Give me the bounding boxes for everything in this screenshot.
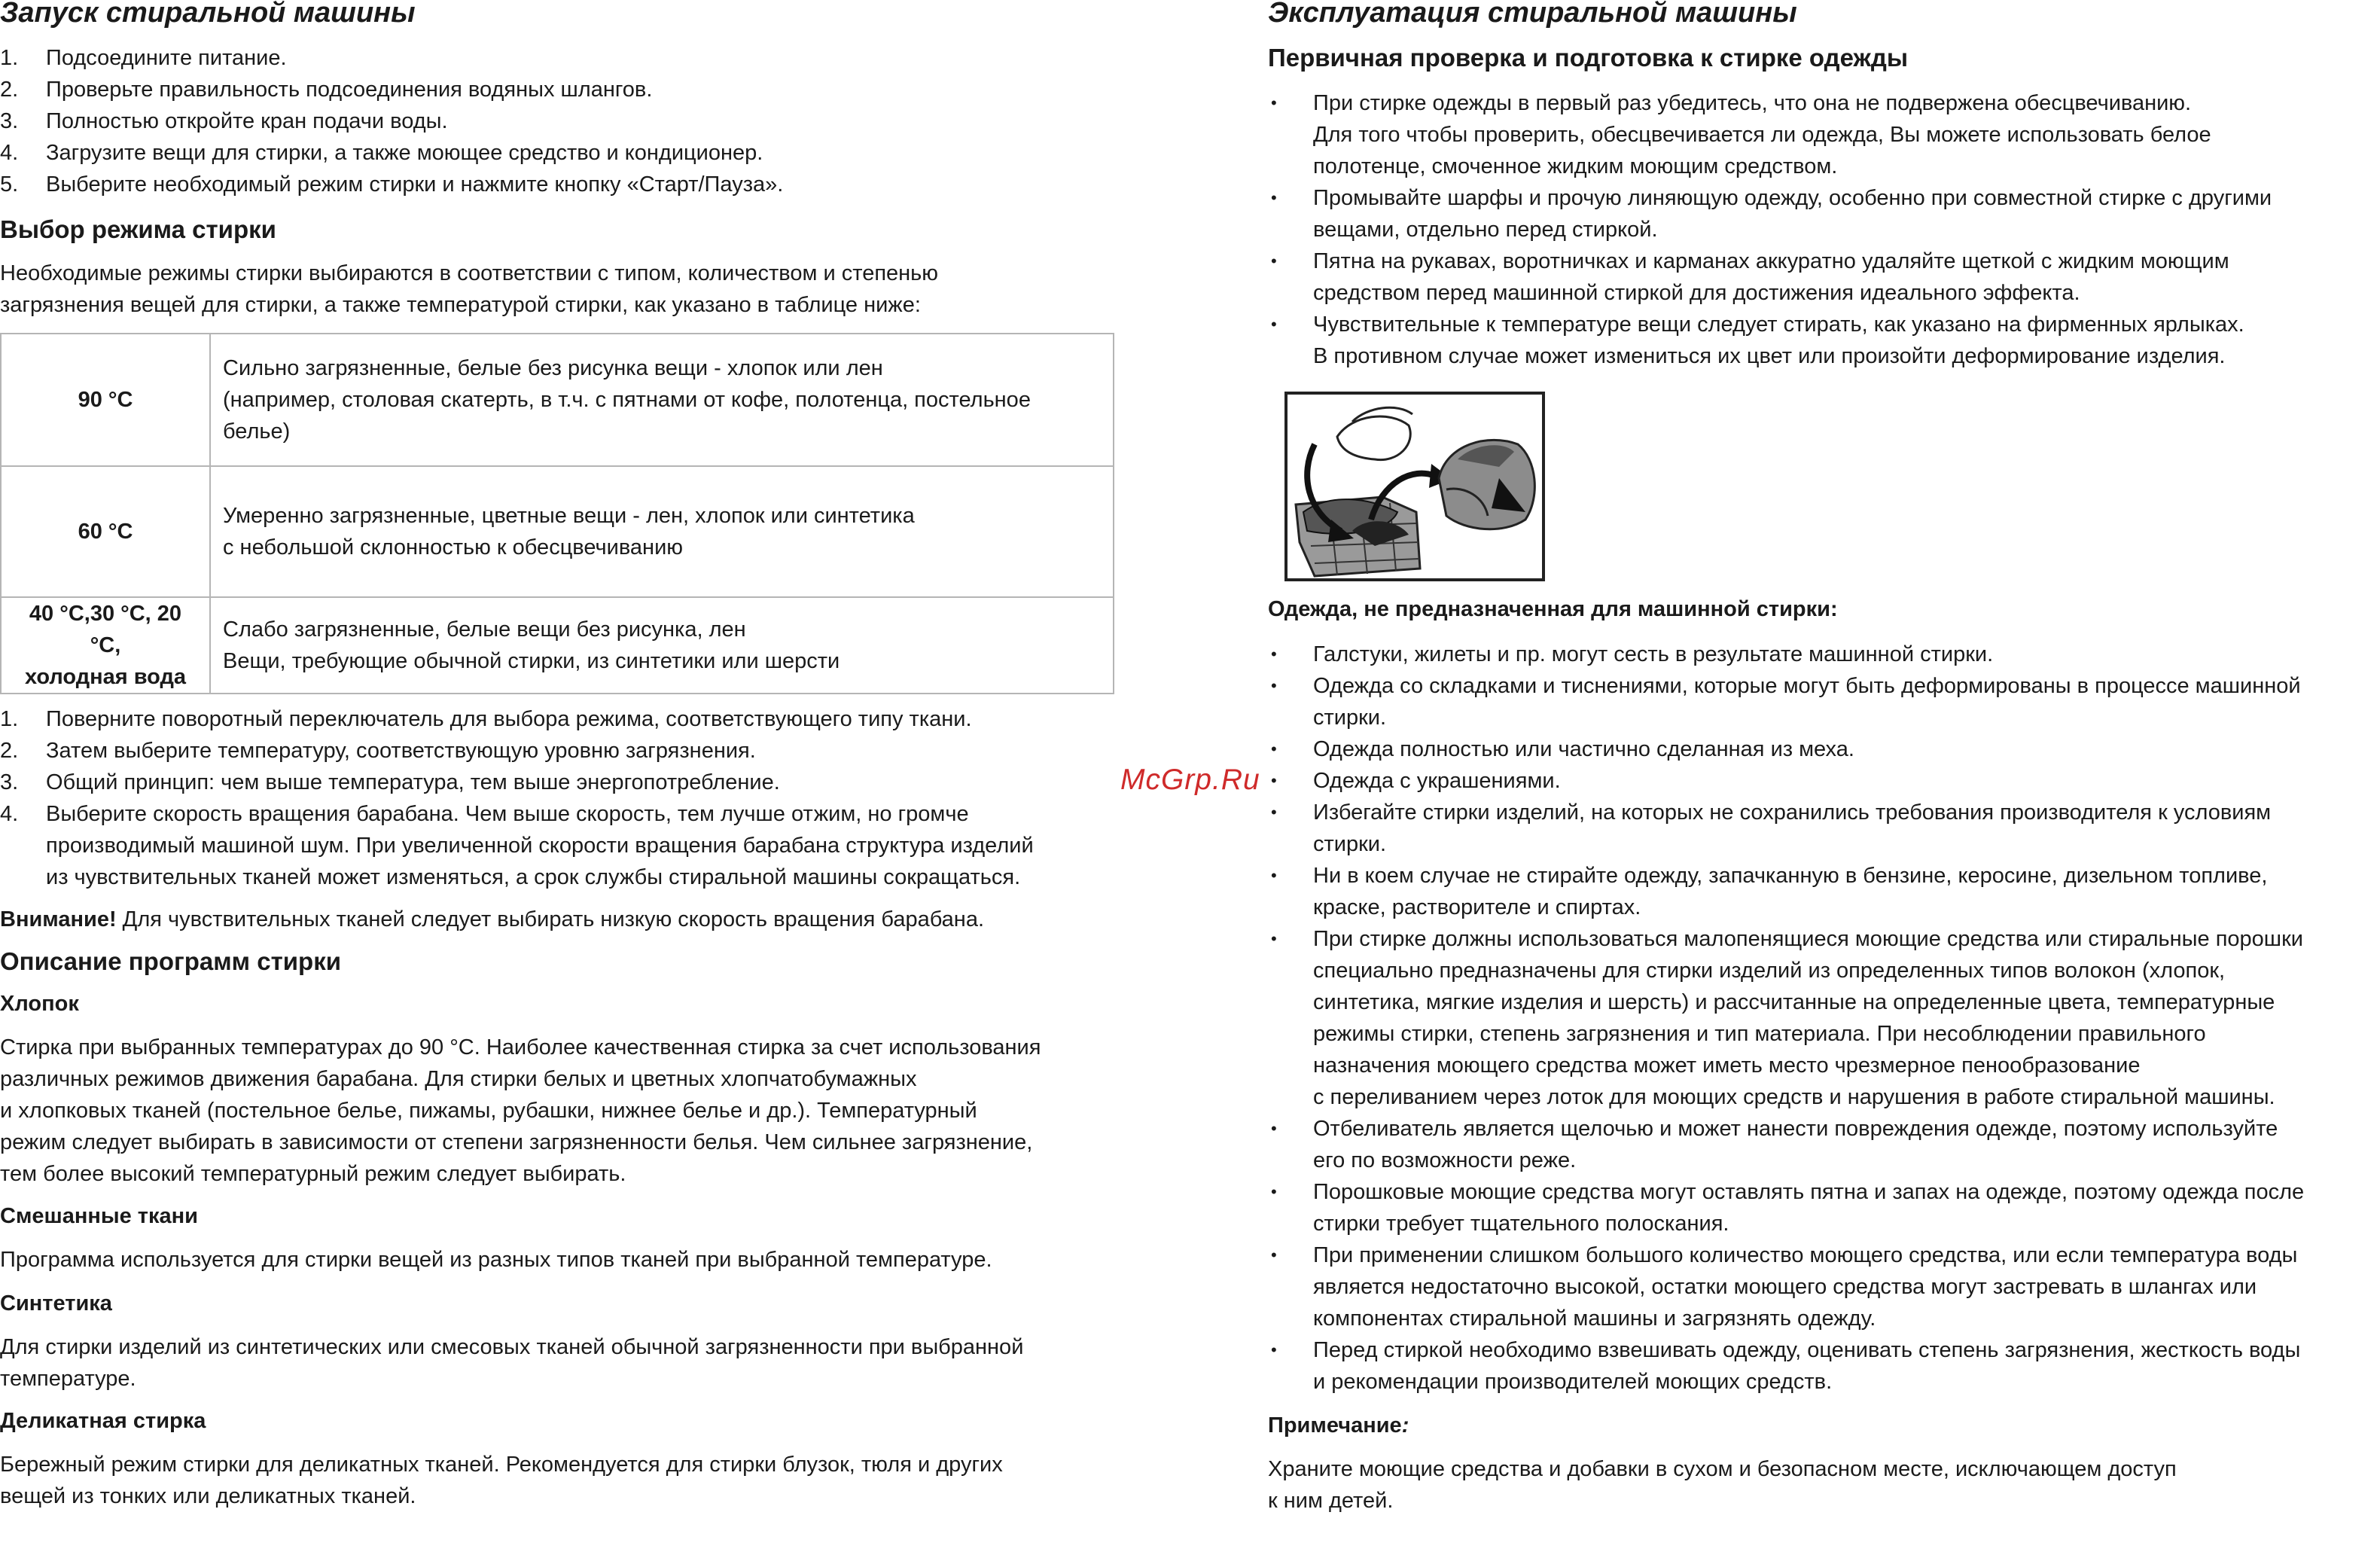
mode-title: Выбор режима стирки [0, 215, 276, 243]
list-item: • Галстуки, жилеты и пр. могут сесть в результате машинной стирки. [1271, 642, 1994, 666]
list-item: • Отбеливатель является щелочью и может нанести повреждения одежде, поэтому используйте его по возможности реже. [1271, 1117, 2278, 1172]
list-item: • Перед стиркой необходимо взвешивать одежду, оценивать степень загрязнения, жесткость воды и рекомендации производителей моющих средств. [1271, 1338, 2301, 1394]
mode-steps [0, 703, 1122, 893]
table-row [1, 597, 1114, 694]
list-item: 1. Поверните поворотный переключатель для выбора режима, соответствующего типу ткани. [0, 707, 972, 731]
table-cell-temp: 60 °C [1, 466, 210, 597]
list-item: • При стирке должны использоваться малопенящиеся моющие средства или стиральные порошки специально предназначены для стирки изделий из определенных типов волокон (хлопок, синтетика, мягкие изделия и шерсть) и рассчитанные на определенные цвета, температурные режимы стирки, степень загрязнения и тип материала. При несоблюдении правильного назначения моющего средства может иметь место чрезмерное пенообразование с переливанием через лоток для моющих средств и нарушения в работе стиральной машины. [1271, 927, 2303, 1109]
start-title: Запуск стиральной машины [0, 0, 416, 29]
list-item: 4. Загрузите вещи для стирки, а также моющее средство и кондиционер. [0, 141, 763, 165]
not-machine-list [1268, 639, 2380, 1398]
program-desc: Стирка при выбранных температурах до 90 °C. Наиболее качественная стирка за счет использования различных режимов движения барабана. Для стирки белых и цветных хлопчатобумажных и хлопковых тканей (постельное белье, пижамы, рубашки, нижнее белье и др.). Температурный режим следует выбирать в зависимости от степени загрязненности белья. Чем сильнее загрязнение, тем более высокий температурный режим следует выбирать. [0, 1035, 1041, 1186]
list-item: • Одежда с украшениями. [1271, 769, 1561, 793]
mode-intro: Необходимые режимы стирки выбираются в соответствии с типом, количеством и степенью загрязнения вещей для стирки, а также температурой стирки, как указано в таблице ниже: [0, 261, 939, 317]
program-name: Синтетика [0, 1291, 112, 1316]
right-column [1268, 0, 2380, 1517]
list-item: • Ни в коем случае не стирайте одежду, запачканную в бензине, керосине, дизельном топливе, краске, растворителе и спиртах. [1271, 864, 2268, 919]
program-name: Хлопок [0, 992, 79, 1016]
list-item: • Порошковые моющие средства могут оставлять пятна и запах на одежде, поэтому одежда после стирки требует тщательного полоскания. [1271, 1180, 2305, 1236]
table-cell-desc: Сильно загрязненные, белые без рисунка вещи - хлопок или лен (например, столовая скатерть, в т.ч. с пятнами от кофе, полотенца, постельное белье) [210, 334, 1114, 466]
programs-title: Описание программ стирки [0, 947, 341, 975]
list-item: • При стирке одежды в первый раз убедитесь, что она не подвержена обесцвечиванию. Для того чтобы проверить, обесцвечивается ли одежда, Вы можете использовать белое полотенце, смоченное жидким моющим средством. [1271, 91, 2211, 178]
list-item: • Промывайте шарфы и прочую линяющую одежду, особенно при совместной стирке с другими вещами, отдельно перед стиркой. [1271, 186, 2272, 242]
program-name: Деликатная стирка [0, 1409, 206, 1433]
table-cell-desc: Слабо загрязненные, белые вещи без рисунка, лен Вещи, требующие обычной стирки, из синтетики или шерсти [210, 597, 1114, 694]
start-steps [0, 42, 1122, 200]
list-item: 3. Общий принцип: чем выше температура, тем выше энергопотребление. [0, 770, 780, 794]
list-item: • При применении слишком большого количество моющего средства, или если температура воды является недостаточно высокой, остатки моющего средства могут застревать в шлангах или компонентах стиральной машины и загрязнять одежду. [1271, 1243, 2298, 1331]
list-item: • Одежда со складками и тиснениями, которые могут быть деформированы в процессе машинной стирки. [1271, 674, 2301, 730]
not-machine-title: Одежда, не предназначенная для машинной стирки: [1268, 597, 1838, 621]
list-item: 5. Выберите необходимый режим стирки и нажмите кнопку «Старт/Пауза». [0, 172, 784, 197]
left-column [0, 0, 1122, 1512]
mode-table [0, 333, 1114, 694]
table-row [1, 334, 1114, 466]
list-item: 3. Полностью откройте кран подачи воды. [0, 109, 448, 133]
operation-subtitle: Первичная проверка и подготовка к стирке одежды [1268, 44, 1909, 72]
list-item: 2. Проверьте правильность подсоединения водяных шлангов. [0, 78, 653, 102]
operation-title: Эксплуатация стиральной машины [1268, 0, 1797, 29]
table-cell-temp: 40 °C,30 °C, 20 °C, холодная вода [1, 597, 210, 694]
list-item: • Пятна на рукавах, воротничках и карманах аккуратно удаляйте щеткой с жидким моющим средством перед машинной стиркой для достижения идеального эффекта. [1271, 249, 2229, 305]
table-cell-desc: Умеренно загрязненные, цветные вещи - лен, хлопок или синтетика с небольшой склонностью к обесцвечиванию [210, 466, 1114, 597]
program-desc: Программа используется для стирки вещей из разных типов тканей при выбранной температуре. [0, 1248, 992, 1272]
table-cell-temp: 90 °C [1, 334, 210, 466]
program-desc: Бережный режим стирки для деликатных тканей. Рекомендуется для стирки блузок, тюля и других вещей из тонких или деликатных тканей. [0, 1453, 1003, 1508]
watermark: McGrp.Ru [1120, 764, 1260, 796]
laundry-illustration [1284, 392, 1545, 581]
note-text: Храните моющие средства и добавки в сухом и безопасном месте, исключающем доступ к ним детей. [1268, 1457, 2177, 1513]
list-item: • Избегайте стирки изделий, на которых не сохранились требования производителя к условиям стирки. [1271, 800, 2272, 856]
note-title: Примечание: [1268, 1413, 1409, 1438]
warning-note: Внимание! Для чувствительных тканей следует выбирать низкую скорость вращения барабана. [0, 907, 985, 931]
program-name: Смешанные ткани [0, 1204, 198, 1228]
prep-list [1268, 87, 2380, 372]
list-item: 4. Выберите скорость вращения барабана. Чем выше скорость, тем лучше отжим, но громче производимый машиной шум. При увеличенной скорости вращения барабана структура изделий из чувствительных тканей может изменяться, а срок службы стиральной машины сокращаться. [0, 802, 1034, 889]
list-item: • Чувствительные к температуре вещи следует стирать, как указано на фирменных ярлыках. В противном случае может измениться их цвет или произойти деформирование изделия. [1271, 313, 2244, 368]
program-desc: Для стирки изделий из синтетических или смесовых тканей обычной загрязненности при выбранной температуре. [0, 1335, 1024, 1391]
list-item: • Одежда полностью или частично сделанная из меха. [1271, 737, 1854, 761]
table-row [1, 466, 1114, 597]
list-item: 2. Затем выберите температуру, соответствующую уровню загрязнения. [0, 739, 756, 763]
list-item: 1. Подсоедините питание. [0, 46, 287, 70]
